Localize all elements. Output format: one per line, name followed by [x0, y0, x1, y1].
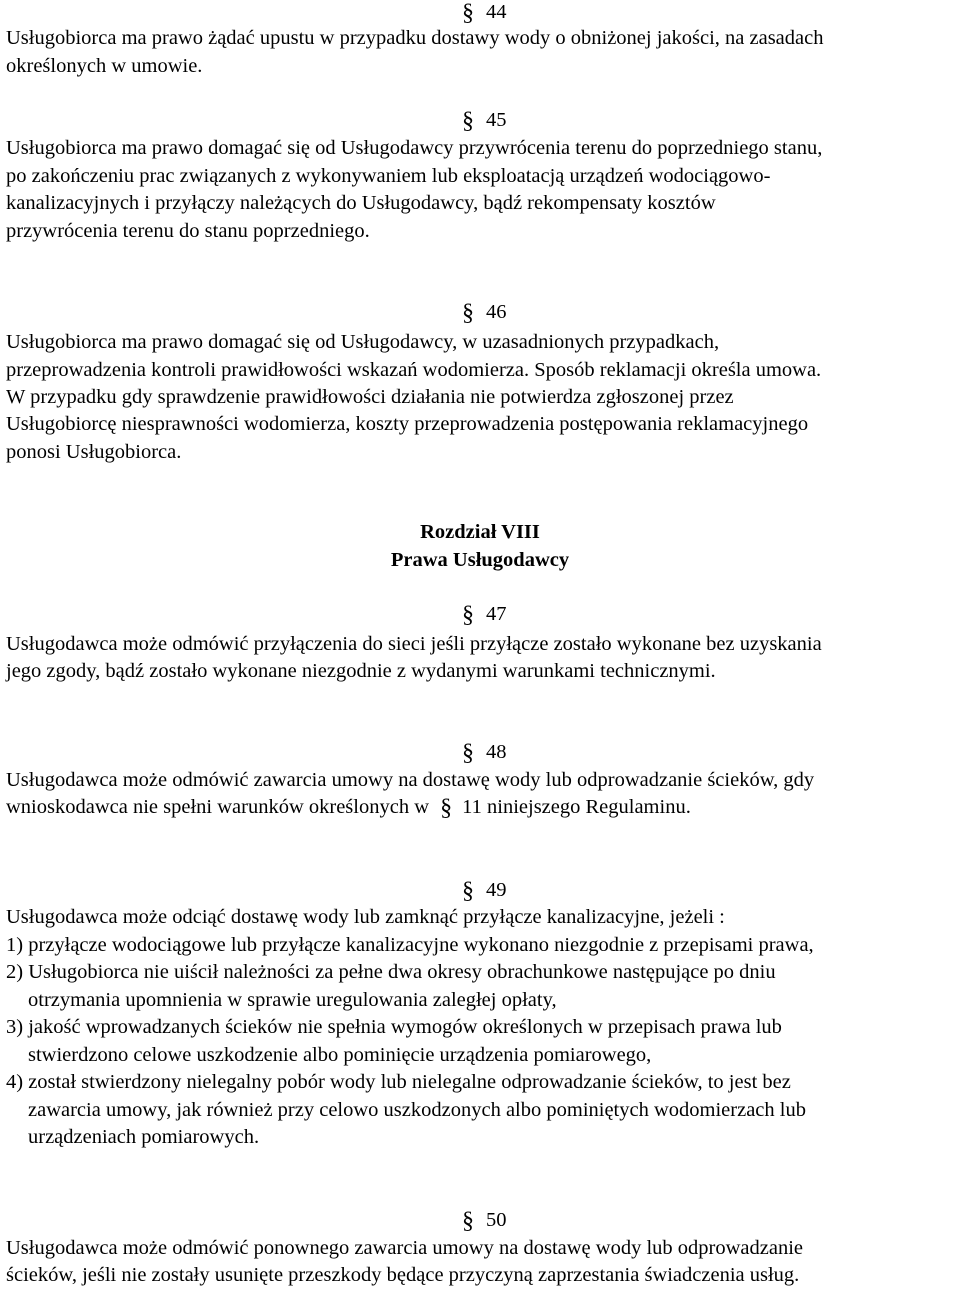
section-number: 50	[486, 1209, 507, 1231]
text-line: kanalizacyjnych i przyłączy należących do Usługodawcy, bądź rekompensaty kosztów	[6, 192, 716, 214]
section-heading-49	[462, 876, 507, 904]
section-sign: §	[462, 300, 474, 326]
list-item-4: 4) został stwierdzony nielegalny pobór wody lub nielegalne odprowadzanie ścieków, to jest bez	[6, 1071, 791, 1093]
text-part: wnioskodawca nie spełni warunków określonych w	[6, 796, 430, 818]
text-part: 11 niniejszego Regulaminu.	[462, 796, 691, 818]
list-item-1: 1) przyłącze wodociągowe lub przyłącze kanalizacyjne wykonano niezgodnie z przepisami prawa,	[6, 934, 814, 956]
list-item-4-cont: zawarcia umowy, jak również przy celowo uszkodzonych albo pominiętych wodomierzach lub	[28, 1099, 806, 1121]
text-line: ścieków, jeśli nie zostały usunięte przeszkody będące przyczyną zaprzestania świadczenia usług.	[6, 1264, 800, 1286]
section-sign: §	[462, 878, 474, 904]
text-line-ref	[6, 793, 691, 821]
section-heading-50	[462, 1206, 507, 1234]
list-item-3-cont: stwierdzono celowe uszkodzenie albo pominięcie urządzenia pomiarowego,	[28, 1044, 652, 1066]
section-sign: §	[440, 795, 453, 821]
chapter-subtitle: Prawa Usługodawcy	[390, 549, 570, 571]
section-heading-46	[462, 298, 507, 326]
list-item-4-cont: urządzeniach pomiarowych.	[28, 1126, 260, 1148]
section-sign: §	[462, 0, 474, 26]
section-sign: §	[462, 602, 474, 628]
section-sign: §	[462, 1208, 474, 1234]
text-line: Usługodawca może odmówić przyłączenia do sieci jeśli przyłącze zostało wykonane bez uzyskania	[6, 633, 822, 655]
text-line: Usługobiorca ma prawo domagać się od Usługodawcy przywrócenia terenu do poprzedniego stanu,	[6, 137, 823, 159]
text-line: określonych w umowie.	[6, 55, 203, 77]
section-heading-48	[462, 738, 507, 766]
text-line: Usługodawca może odciąć dostawę wody lub zamknąć przyłącze kanalizacyjne, jeżeli :	[6, 906, 725, 928]
text-line: ponosi Usługobiorca.	[6, 441, 182, 463]
section-number: 47	[486, 603, 507, 625]
section-heading-45	[462, 106, 507, 134]
text-line: po zakończeniu prac związanych z wykonywaniem lub eksploatacją urządzeń wodociągowo-	[6, 165, 771, 187]
section-number: 46	[486, 301, 507, 323]
text-line: przeprowadzenia kontroli prawidłowości wskazań wodomierza. Sposób reklamacji określa umowa.	[6, 359, 822, 381]
section-heading-44	[462, 0, 507, 26]
list-item-3: 3) jakość wprowadzanych ścieków nie spełnia wymogów określonych w przepisach prawa lub	[6, 1016, 782, 1038]
text-line: Usługobiorcę niesprawności wodomierza, koszty przeprowadzenia postępowania reklamacyjnego	[6, 413, 809, 435]
section-sign: §	[462, 740, 474, 766]
section-number: 49	[486, 879, 507, 901]
text-line: przywrócenia terenu do stanu poprzedniego.	[6, 220, 370, 242]
text-line: Usługobiorca ma prawo domagać się od Usługodawcy, w uzasadnionych przypadkach,	[6, 331, 720, 353]
chapter-title: Rozdział VIII	[420, 521, 540, 543]
list-item-2: 2) Usługobiorca nie uiścił należności za pełne dwa okresy obrachunkowe następujące po dniu	[6, 961, 776, 983]
text-line: Usługodawca może odmówić zawarcia umowy na dostawę wody lub odprowadzanie ścieków, gdy	[6, 769, 815, 791]
list-item-2-cont: otrzymania upomnienia w sprawie uregulowania zaległej opłaty,	[28, 989, 557, 1011]
text-line: Usługodawca może odmówić ponownego zawarcia umowy na dostawę wody lub odprowadzanie	[6, 1237, 803, 1259]
section-sign: §	[462, 108, 474, 134]
section-number: 45	[486, 109, 507, 131]
text-line: Usługobiorca ma prawo żądać upustu w przypadku dostawy wody o obniżonej jakości, na zasadach	[6, 27, 824, 49]
section-number: 44	[486, 1, 507, 23]
text-line: jego zgody, bądź zostało wykonane niezgodnie z wydanymi warunkami technicznymi.	[6, 660, 716, 682]
text-line: W przypadku gdy sprawdzenie prawidłowości działania nie potwierdza zgłoszonej przez	[6, 386, 734, 408]
section-number: 48	[486, 741, 507, 763]
section-heading-47	[462, 600, 507, 628]
